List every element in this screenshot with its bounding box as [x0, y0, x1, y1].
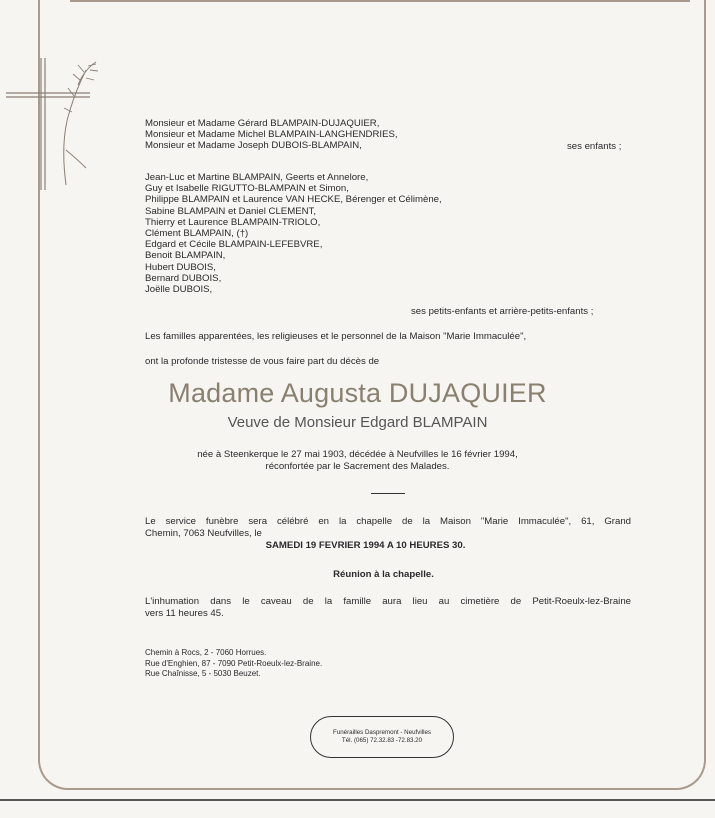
grandchild-line: Edgard et Cécile BLAMPAIN-LEFEBVRE,: [145, 239, 323, 251]
grandchild-line: Hubert DUBOIS,: [145, 261, 216, 273]
families-text: Les familles apparentées, les religieuses et le personnel de la Maison "Marie Immaculée",: [145, 331, 527, 342]
service-date: SAMEDI 19 FEVRIER 1994 A 10 HEURES 30.: [265, 540, 466, 551]
grandchild-line: Bernard DUBOIS,: [145, 272, 222, 284]
grandchild-line: Sabine BLAMPAIN et Daniel CLEMENT,: [145, 205, 316, 217]
meeting-text: Réunion à la chapelle.: [333, 569, 434, 580]
address-line: Chemin à Rocs, 2 - 7060 Horrues.: [145, 648, 267, 657]
addresses: [145, 648, 322, 680]
address-line: Rue Chaînisse, 5 - 5030 Beuzet.: [145, 669, 261, 678]
grandchild-line: Jean-Luc et Martine BLAMPAIN, Geerts et Annelore,: [145, 172, 369, 183]
funeral-home-phone: Tél. (065) 72.32.83 -72.83.20: [341, 737, 423, 744]
sacrament-text: réconfortée par le Sacrement des Malades.: [265, 461, 450, 472]
funeral-home-name: Funérailles Daspremont - Neufvilles: [332, 729, 431, 736]
grandchild-line: Clément BLAMPAIN, (†): [145, 228, 249, 240]
card-border-top: [70, 0, 690, 2]
widow-of: Veuve de Monsieur Edgard BLAMPAIN: [227, 414, 488, 431]
grandchildren-list: [145, 172, 442, 295]
bottom-edge-line: [0, 799, 715, 801]
cross-wheat-icon: [0, 0, 110, 200]
grandchild-line: Thierry et Laurence BLAMPAIN-TRIOLO,: [145, 216, 321, 228]
grandchildren-label: ses petits-enfants et arrière-petits-enfants ;: [411, 306, 594, 317]
service-text: Le service funèbre sera célébré en la chapelle de la Maison "Marie Immaculée", 61, Grand: [145, 516, 631, 527]
funeral-home-stamp: [310, 716, 454, 758]
service-text-2: Chemin, 7063 Neufvilles, le: [145, 528, 262, 539]
grandchild-line: Guy et Isabelle RIGUTTO-BLAMPAIN et Simon,: [145, 183, 349, 195]
announcement-text: ont la profonde tristesse de vous faire part du décès de: [145, 356, 380, 367]
burial-text-2: vers 11 heures 45.: [145, 608, 224, 619]
children-list: [145, 118, 398, 152]
separator-rule: [371, 493, 405, 494]
burial-text: L'inhumation dans le caveau de la famille aura lieu au cimetière de Petit-Roeulx-lez-Braine: [145, 596, 631, 607]
children-label: ses enfants ;: [567, 141, 622, 152]
child-line: Monsieur et Madame Joseph DUBOIS-BLAMPAIN,: [145, 140, 362, 152]
deceased-name: Madame Augusta DUJAQUIER: [168, 378, 547, 408]
child-line: Monsieur et Madame Michel BLAMPAIN-LANGHENDRIES,: [145, 129, 398, 141]
birth-death-text: née à Steenkerque le 27 mai 1903, décédée à Neufvilles le 16 février 1994,: [197, 449, 518, 460]
grandchild-line: Philippe BLAMPAIN et Laurence VAN HECKE, Bérenger et Célimène,: [145, 194, 442, 206]
child-line: Monsieur et Madame Gérard BLAMPAIN-DUJAQUIER,: [145, 118, 380, 129]
grandchild-line: Joëlle DUBOIS,: [145, 284, 213, 296]
grandchild-line: Benoit BLAMPAIN,: [145, 250, 226, 262]
address-line: Rue d'Enghien, 87 - 7090 Petit-Roeulx-lez-Braine.: [145, 658, 323, 668]
